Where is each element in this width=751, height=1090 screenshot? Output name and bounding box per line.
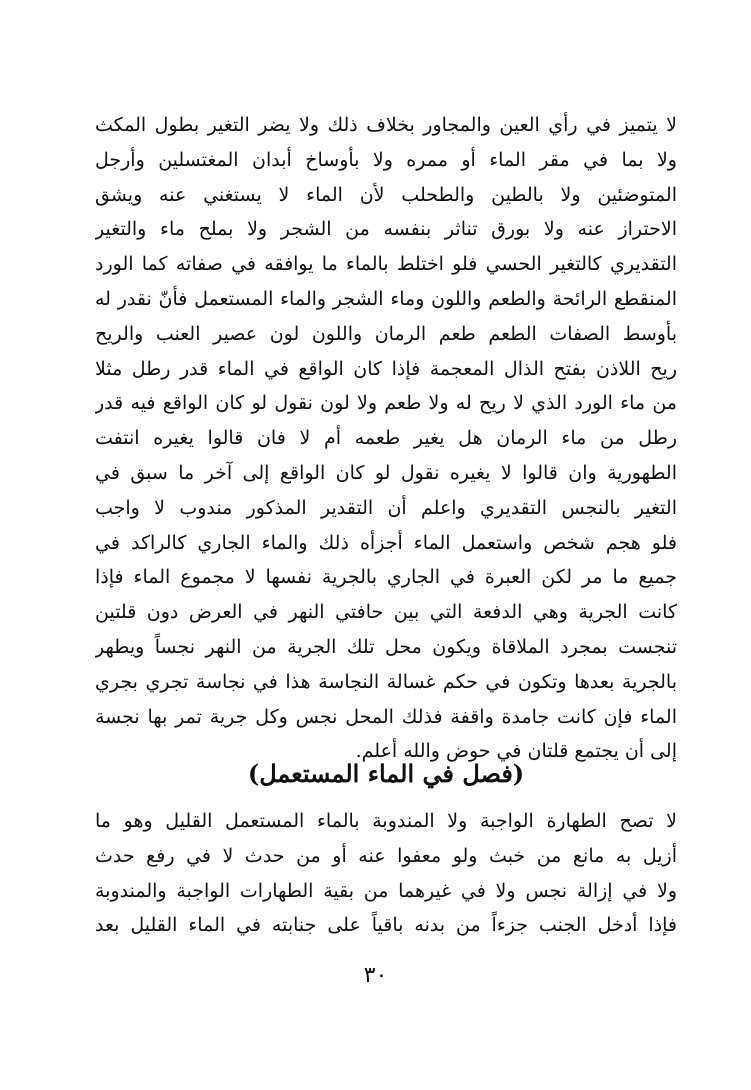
text-line: أزيل به مانع من خبث ولو معفوا عنه أو من حدث لا في رفع حدث [95,844,677,867]
text-line: لا تصح الطهارة الواجبة ولا المندوبة بالماء المستعمل القليل وهو ما [95,810,677,832]
text-line: ولا بما في مقر الماء أو ممره ولا بأوساخ أبدان المغتسلين وأرجل [95,148,677,171]
text-line: الاحتراز عنه ولا بورق تناثر بنفسه من الشجر ولا بملح ماء والتغير [95,218,677,241]
text-line: بأوسط الصفات الطعم طعم الرمان واللون لون عصير العنب والريح [95,322,677,345]
text-line: التقديري كالتغير الحسي فلو اختلط بالماء ما يوافقه في صفاته كما الورد [95,253,677,276]
text-line-last: إلى أن يجتمع قلتان في حوض والله أعلم. [355,740,677,763]
text-line: تنجست بمجرد الملاقاة ويكون محل تلك الجرية من النهر نجساً ويطهر [95,635,677,658]
text-line: التغير بالنجس التقديري واعلم أن التقدير المذكور مندوب لا واجب [95,496,677,519]
text-line: ولا في إزالة نجس ولا في غيرهما من بقية الطهارات الواجبة والمندوبة [95,879,677,902]
text-line: ريح اللاذن بفتح الذال المعجمة فإذا كان الواقع في الماء قدر رطل مثلا [95,357,677,380]
text-line: الماء فإن كانت جامدة واقفة فذلك المحل نجس وكل جرية تمر بها نجسة [95,705,677,728]
text-line: المتوضئين ولا بالطين والطحلب لأن الماء لا يستغني عنه ويشق [95,183,677,206]
text-line: من ماء الورد الذي لا ريح له ولا طعم ولا لون نقول لو كان الواقع فيه قدر [95,392,677,415]
text-line: جميع ما مر لكن العبرة في الجاري بالجرية نفسها لا مجموع الماء فإذا [95,566,677,589]
text-line: المنقطع الرائحة والطعم واللون وماء الشجر والماء المستعمل فأنّ نقدر له [95,287,677,310]
text-line: فلو هجم شخص واستعمل الماء أجزأه ذلك والماء الجاري كالراكد في [95,531,677,554]
paragraph-water-change [95,108,677,769]
text-line: رطل من ماء الرمان هل يغير طعمه أم لا فان قالوا يغيره انتفت [95,427,677,450]
text-line: فإذا أدخل الجنب جزءاً من بدنه باقياً على جنابته في الماء القليل بعد [95,914,677,937]
text-line: كانت الجرية وهي الدفعة التي بين حافتي النهر في العرض دون قلتين [95,601,677,624]
page-number: ٣٠ [363,963,388,988]
section-title: (فصل في الماء المستعمل) [247,759,525,788]
text-line: بالجرية بعدها وتكون في حكم غسالة النجاسة هذا في نجاسة تجري بجري [95,670,677,693]
paragraph-used-water [95,804,677,943]
text-line: الطهورية وان قالوا لا يغيره نقول لو كان الواقع إلى آخر ما سبق في [95,461,677,484]
text-line: لا يتميز في رأي العين والمجاور بخلاف ذلك ولا يضر التغير بطول المكث [95,114,677,136]
